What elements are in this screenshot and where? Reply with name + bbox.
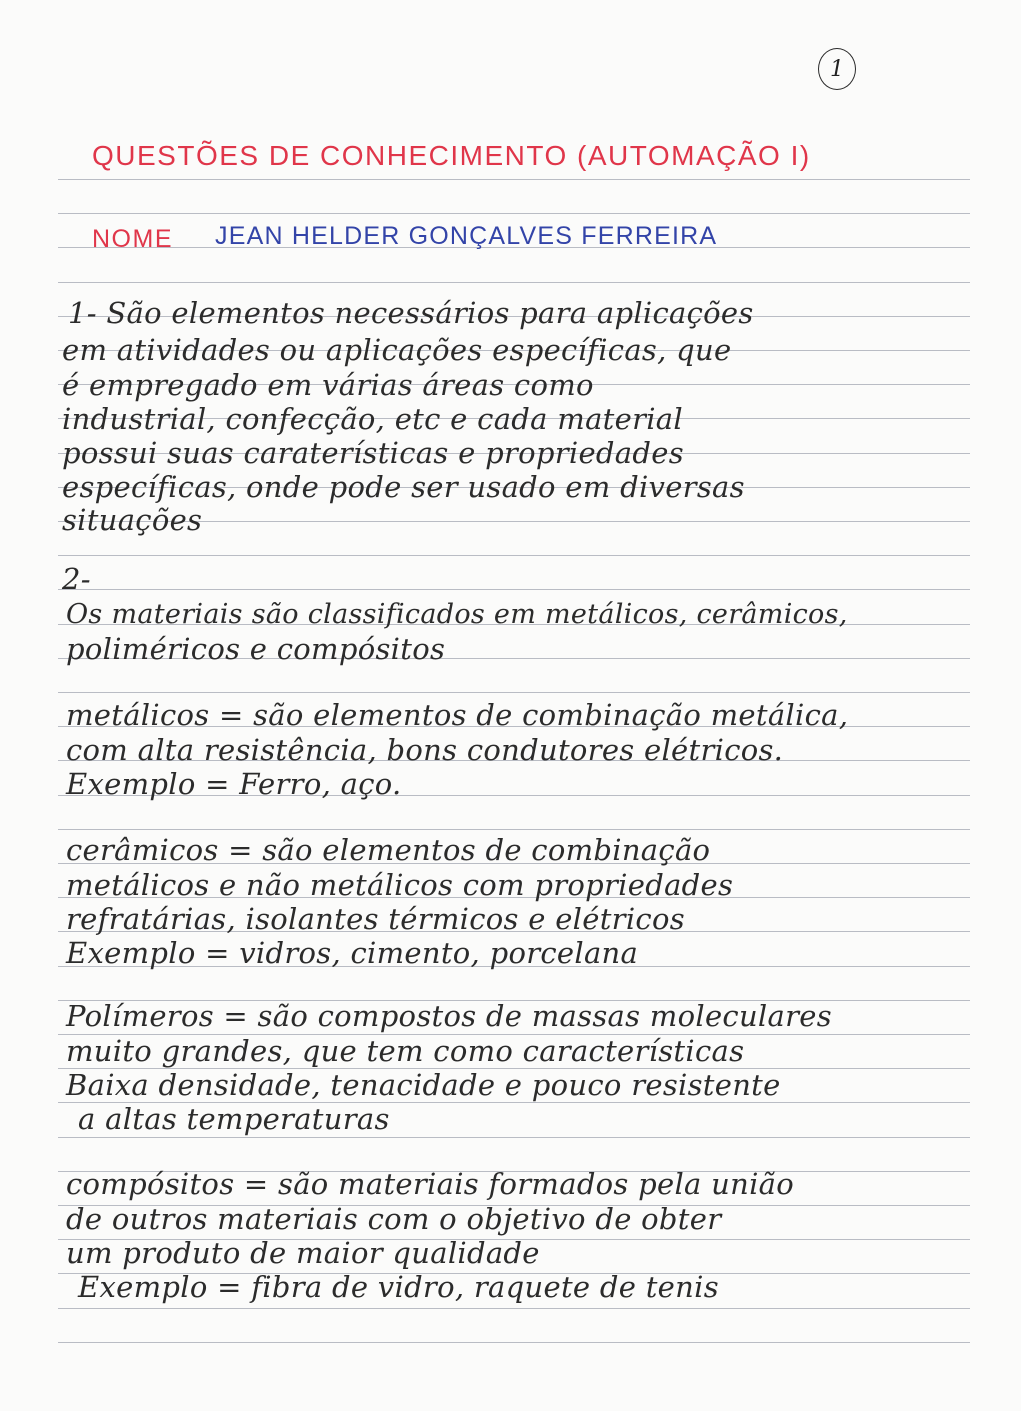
answer1-line: situações [62, 503, 203, 537]
answer2-intro-line: poliméricos e compósitos [66, 632, 446, 666]
compositos-line: compósitos = são materiais formados pela união [66, 1167, 795, 1201]
ruled-line [58, 282, 970, 283]
ceramicos-line: Exemplo = vidros, cimento, porcelana [66, 936, 639, 970]
compositos-line: de outros materiais com o objetivo de obter [66, 1202, 722, 1236]
polimeros-line: muito grandes, que tem como características [66, 1034, 745, 1068]
metalicos-line: com alta resistência, bons condutores elétricos. [66, 733, 784, 767]
ruled-line [58, 555, 970, 556]
page-number-text: 1 [830, 56, 844, 82]
ceramicos-line: cerâmicos = são elementos de combinação [66, 833, 711, 867]
answer1-line: em atividades ou aplicações específicas, que [62, 333, 732, 367]
ruled-line [58, 1137, 970, 1138]
answer1-line: específicas, onde pode ser usado em diversas [62, 470, 745, 504]
ruled-line [58, 1342, 970, 1343]
ruled-line [58, 589, 970, 590]
polimeros-line: Baixa densidade, tenacidade e pouco resistente [66, 1068, 781, 1102]
ruled-line [58, 213, 970, 214]
ruled-line [58, 829, 970, 830]
answer1-line: é empregado em várias áreas como [62, 368, 594, 402]
page-number [818, 48, 856, 90]
polimeros-line: a altas temperaturas [78, 1102, 390, 1136]
compositos-line: um produto de maior qualidade [66, 1236, 540, 1270]
ruled-line [58, 692, 970, 693]
polimeros-line: Polímeros = são compostos de massas moleculares [66, 999, 832, 1033]
answer1-line: industrial, confecção, etc e cada material [62, 402, 683, 436]
answer1-line: 1- São elementos necessários para aplicações [68, 296, 754, 330]
ceramicos-line: metálicos e não metálicos com propriedades [66, 868, 734, 902]
name-label: NOME [92, 225, 173, 253]
answer2-number: 2- [62, 562, 91, 596]
compositos-line: Exemplo = fibra de vidro, raquete de tenis [78, 1270, 719, 1304]
metalicos-line: metálicos = são elementos de combinação metálica, [66, 698, 849, 732]
ceramicos-line: refratárias, isolantes térmicos e elétricos [66, 902, 685, 936]
ruled-line [58, 179, 970, 180]
ruled-line [58, 1308, 970, 1309]
answer1-line: possui suas caraterísticas e propriedades [62, 436, 684, 470]
metalicos-line: Exemplo = Ferro, aço. [66, 767, 402, 801]
student-name: JEAN HELDER GONÇALVES FERREIRA [215, 222, 718, 250]
answer2-intro-line: Os materiais são classificados em metálicos, cerâmicos, [66, 599, 848, 630]
page-title: QUESTÕES DE CONHECIMENTO (AUTOMAÇÃO I) [92, 140, 811, 171]
